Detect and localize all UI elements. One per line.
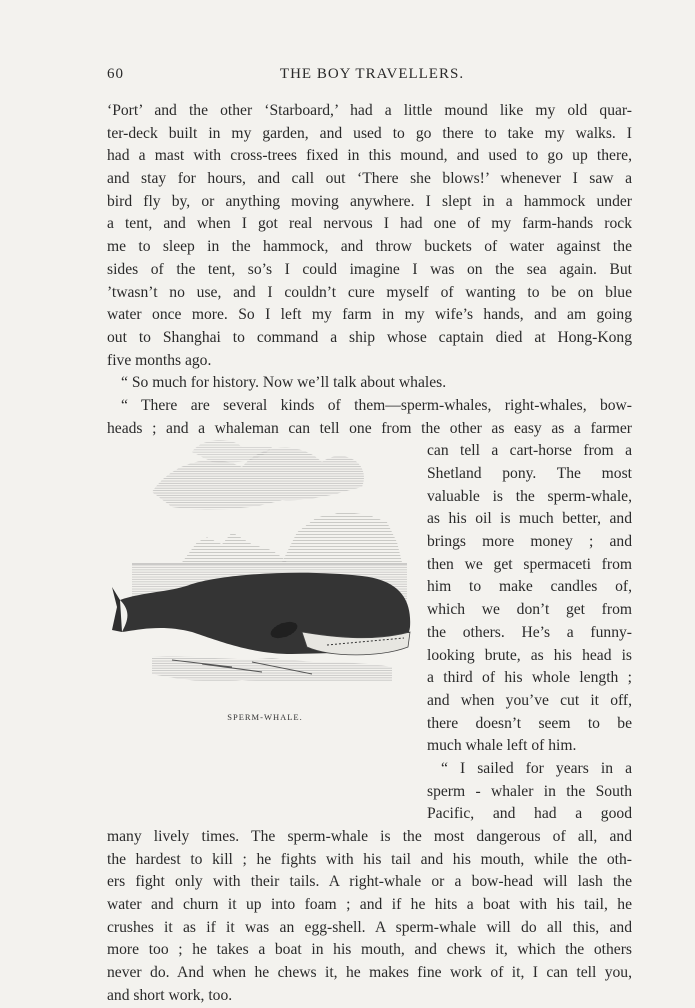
text-line: ’twasn’t no use, and I couldn’t cure myself of wanting to be on blue [107,283,632,301]
text-line: then we get spermaceti from [427,555,632,573]
text-line: the others. He’s a funny- [427,623,632,641]
text-line: sides of the tent, so’s I could imagine I was on the sea again. But [107,260,632,278]
text-line: and short work, too. [107,986,233,1004]
text-line: ‘Port’ and the other ‘Starboard,’ had a little mound like my old quar- [107,102,632,119]
figure-caption: SPERM-WHALE. [227,712,303,722]
text-line: “ I sailed for years in a [441,759,632,777]
text-line: had a mast with cross-trees fixed in this mound, and used to go up there, [107,147,632,165]
running-head: THE BOY TRAVELLERS. [279,66,465,82]
text-line: there doesn’t seem to be [427,714,632,732]
text-line: a tent, and when I got real nervous I had one of my farm-hands rock [107,215,632,233]
text-line: five months ago. [107,351,212,369]
text-line: which we don’t get from [427,601,632,619]
text-line: and when you’ve cut it off, [427,691,632,709]
text-line: Pacific, and had a good [427,805,632,823]
sperm-whale-engraving [112,432,412,702]
text-line: bird fly by, or anything moving anywhere. I slept in a hammock under [107,192,632,210]
whale-illustration [112,432,412,702]
text-line: the hardest to kill ; he fights with his tail and his mouth, while the oth- [107,850,632,868]
text-line: water once more. So I left my farm in my wife’s hands, and am going [107,306,632,324]
text-line: can tell a cart-horse from a [427,442,632,460]
page-number: 60 [107,66,124,82]
paragraph-history: “ So much for history. Now we’ll talk about whales. [121,374,447,392]
text-line: many lively times. The sperm-whale is the most dangerous of all, and [107,828,632,845]
text-line: never do. And when he chews it, he makes fine work of it, I can tell you, [107,964,632,982]
text-line: looking brute, as his head is [427,646,632,664]
text-line: me to sleep in the hammock, and throw buckets of water against the [107,238,632,256]
page-header [107,66,637,90]
text-line: “ There are several kinds of them—sperm-whales, right-whales, bow- [121,396,632,414]
text-line: ter-deck built in my garden, and used to go there to take my walks. I [107,124,632,142]
text-line: out to Shanghai to command a ship whose captain died at Hong-Kong [107,328,632,346]
text-line: Shetland pony. The most [427,465,632,482]
text-line: much whale left of him. [427,737,577,755]
text-line: water and churn it up into foam ; and if he hits a boat with his tail, he [107,896,632,914]
text-line: sperm - whaler in the South [427,782,632,800]
text-line: and stay for hours, and call out ‘There she blows!’ whenever I saw a [107,170,632,188]
text-line: crushes it as if it was an egg-shell. A sperm-whale will do all this, and [107,918,632,936]
text-line: heads ; and a whaleman can tell one from the other as easy as a farmer [107,419,632,437]
text-line: as his oil is much better, and [427,510,632,528]
text-line: more too ; he takes a boat in his mouth, and chews it, which the others [107,941,632,959]
text-line: a third of his whole length ; [427,669,632,687]
text-line: valuable is the sperm-whale, [427,487,632,505]
text-line: brings more money ; and [427,533,632,551]
text-line: ers fight only with their tails. A right-whale or a bow-head will lash the [107,873,632,891]
text-line: him to make candles of, [427,578,632,596]
